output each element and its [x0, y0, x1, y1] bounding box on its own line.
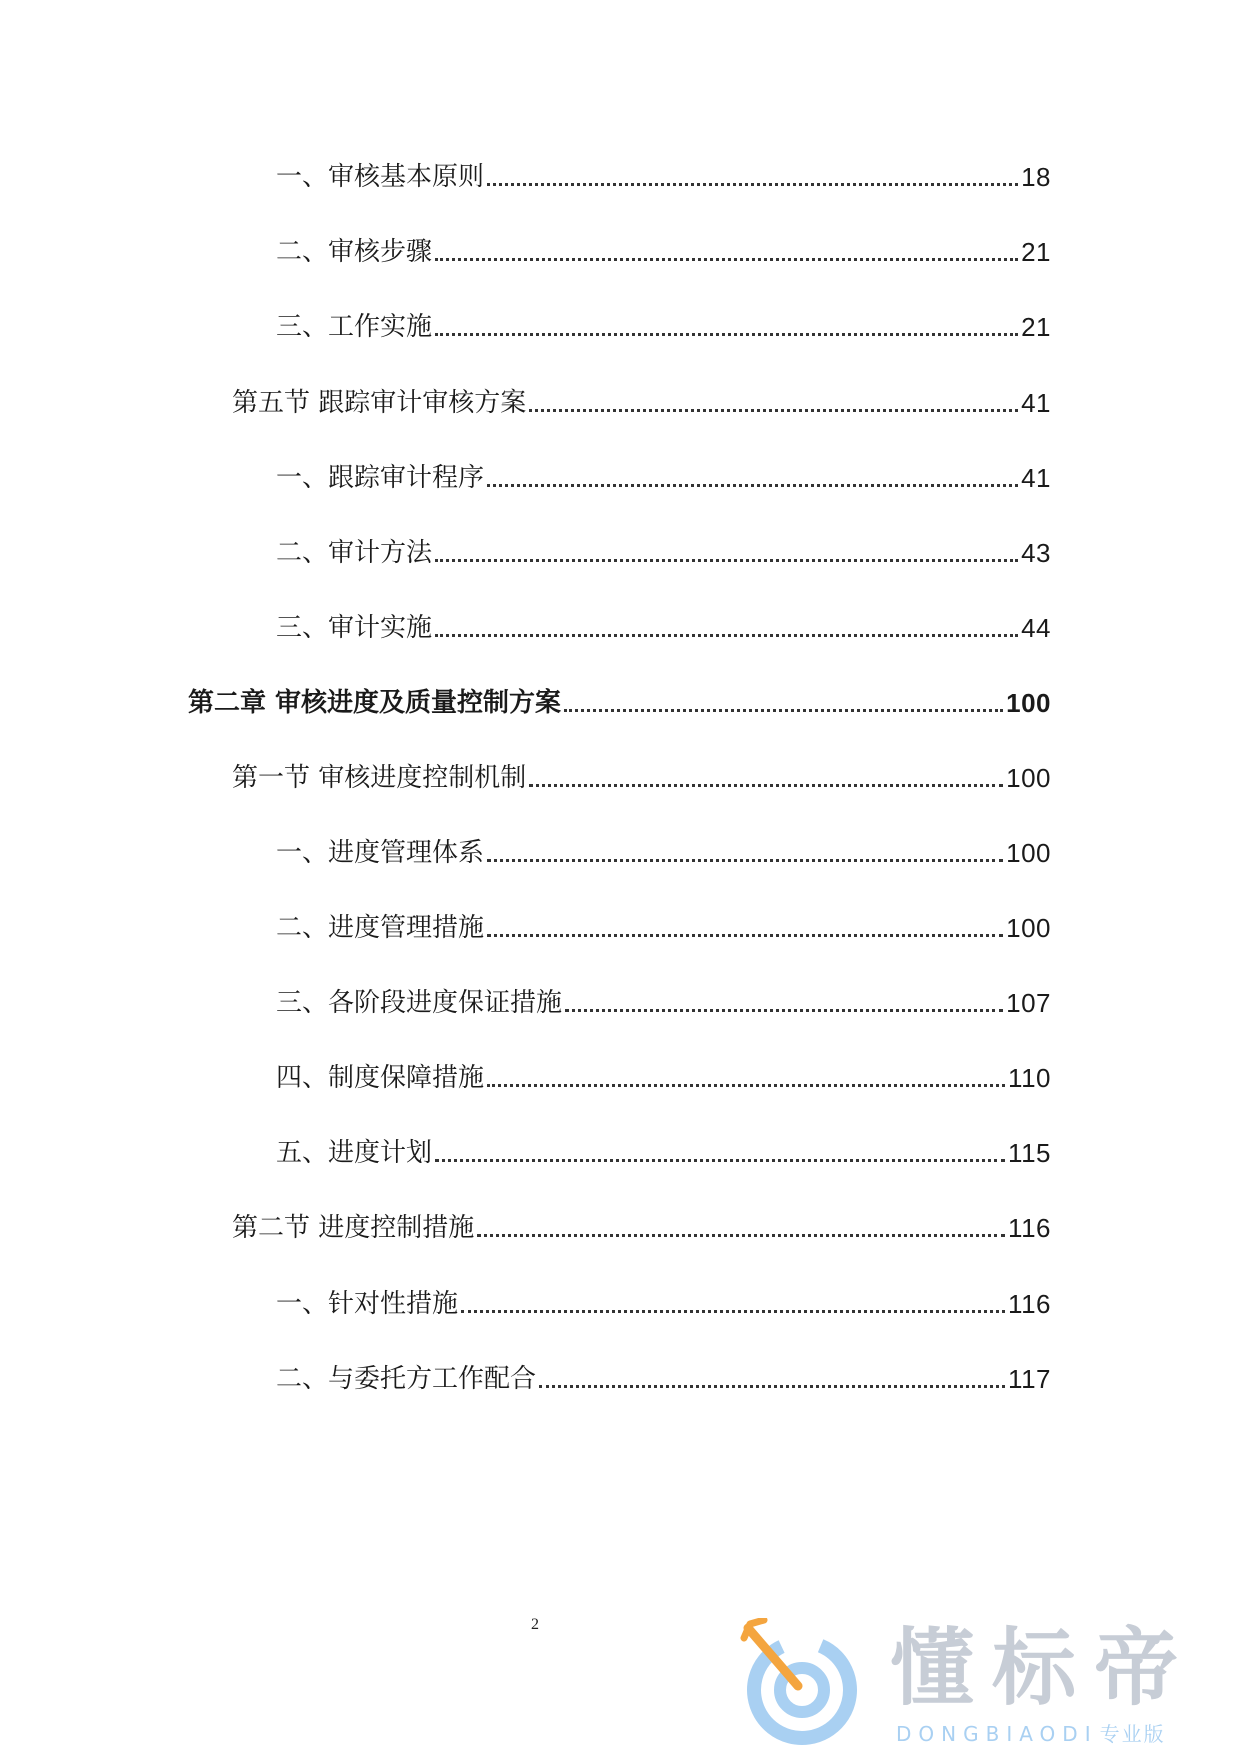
toc-entry-title: 二、审计方法 [276, 538, 433, 568]
toc-entry[interactable] [276, 154, 1051, 194]
toc-dot-leader [539, 1385, 1005, 1388]
toc-entry-page: 116 [1008, 1213, 1051, 1243]
toc-entry-title: 一、针对性措施 [276, 1289, 459, 1319]
toc-entry-title: 一、跟踪审计程序 [276, 463, 485, 493]
toc-entry-page: 117 [1008, 1364, 1051, 1394]
toc-entry[interactable] [276, 605, 1051, 645]
toc-entry[interactable] [232, 1205, 1051, 1245]
toc-entry-page: 100 [1006, 838, 1051, 868]
toc-entry-page: 115 [1008, 1138, 1051, 1168]
toc-dot-leader [435, 1159, 1005, 1162]
watermark-subtitle-latin: DONGBIAODI [896, 1722, 1098, 1746]
toc-entry-page: 44 [1021, 613, 1051, 643]
toc-entry-page: 43 [1021, 538, 1051, 568]
toc-entry-page: 18 [1021, 162, 1051, 192]
toc-entry-title: 三、工作实施 [276, 312, 433, 342]
toc-dot-leader [435, 333, 1018, 336]
toc-dot-leader [487, 859, 1003, 862]
toc-dot-leader [461, 1310, 1005, 1313]
toc-entry-page: 107 [1006, 988, 1051, 1018]
watermark-subtitle [896, 1722, 1166, 1746]
toc-entry-page: 21 [1021, 237, 1051, 267]
toc-entry-page: 100 [1006, 763, 1051, 793]
brand-watermark [740, 1618, 1220, 1748]
toc-entry-title: 二、审核步骤 [276, 237, 433, 267]
toc-entry[interactable] [276, 530, 1051, 570]
toc-entry-title: 第五节 跟踪审计审核方案 [232, 388, 527, 418]
toc-entry[interactable] [276, 980, 1051, 1020]
watermark-subtitle-edition: 专业版 [1099, 1722, 1166, 1746]
watermark-brand-text: 懂标帝 [890, 1619, 1197, 1717]
toc-entry[interactable] [276, 1356, 1051, 1396]
toc-dot-leader [487, 183, 1018, 186]
toc-entry[interactable] [276, 455, 1051, 495]
toc-entry-title: 三、审计实施 [276, 613, 433, 643]
toc-dot-leader [529, 409, 1018, 412]
toc-dot-leader [487, 1084, 1005, 1087]
toc-dot-leader [529, 784, 1003, 787]
toc-entry[interactable] [232, 755, 1051, 795]
toc-entry-title: 第一节 审核进度控制机制 [232, 763, 527, 793]
toc-entry-title: 四、制度保障措施 [276, 1063, 485, 1093]
toc-entry[interactable] [276, 1130, 1051, 1170]
toc-entry-page: 110 [1008, 1063, 1051, 1093]
toc-dot-leader [477, 1234, 1005, 1237]
toc-entry-title: 三、各阶段进度保证措施 [276, 988, 563, 1018]
toc-entry[interactable] [276, 229, 1051, 269]
toc-entry-title: 二、与委托方工作配合 [276, 1364, 537, 1394]
toc-entry[interactable] [276, 1281, 1051, 1321]
toc-entry[interactable] [276, 905, 1051, 945]
toc-entry[interactable] [276, 1055, 1051, 1095]
toc-dot-leader [435, 634, 1018, 637]
target-dart-icon [740, 1618, 872, 1750]
toc-entry-page: 41 [1021, 388, 1051, 418]
toc-entry-title: 一、进度管理体系 [276, 838, 485, 868]
toc-entry-title: 第二章 审核进度及质量控制方案 [188, 688, 562, 718]
toc-entry-chapter[interactable] [188, 680, 1051, 720]
toc-entry[interactable] [232, 380, 1051, 420]
toc-entry-page: 116 [1008, 1289, 1051, 1319]
toc-entry-title: 二、进度管理措施 [276, 913, 485, 943]
toc-dot-leader [564, 709, 1003, 712]
page-number: 2 [531, 1616, 539, 1633]
toc-entry-page: 100 [1006, 913, 1051, 943]
toc-entry[interactable] [276, 830, 1051, 870]
toc-entry-page: 100 [1006, 688, 1051, 718]
toc-entry-title: 五、进度计划 [276, 1138, 433, 1168]
toc-entry-page: 21 [1021, 312, 1051, 342]
toc-dot-leader [435, 559, 1018, 562]
toc-dot-leader [487, 484, 1018, 487]
toc-entry-page: 41 [1021, 463, 1051, 493]
toc-entry-title: 一、审核基本原则 [276, 162, 485, 192]
toc-dot-leader [487, 934, 1003, 937]
toc-dot-leader [435, 258, 1018, 261]
toc-dot-leader [565, 1009, 1003, 1012]
toc-entry-title: 第二节 进度控制措施 [232, 1213, 475, 1243]
toc-entry[interactable] [276, 304, 1051, 344]
